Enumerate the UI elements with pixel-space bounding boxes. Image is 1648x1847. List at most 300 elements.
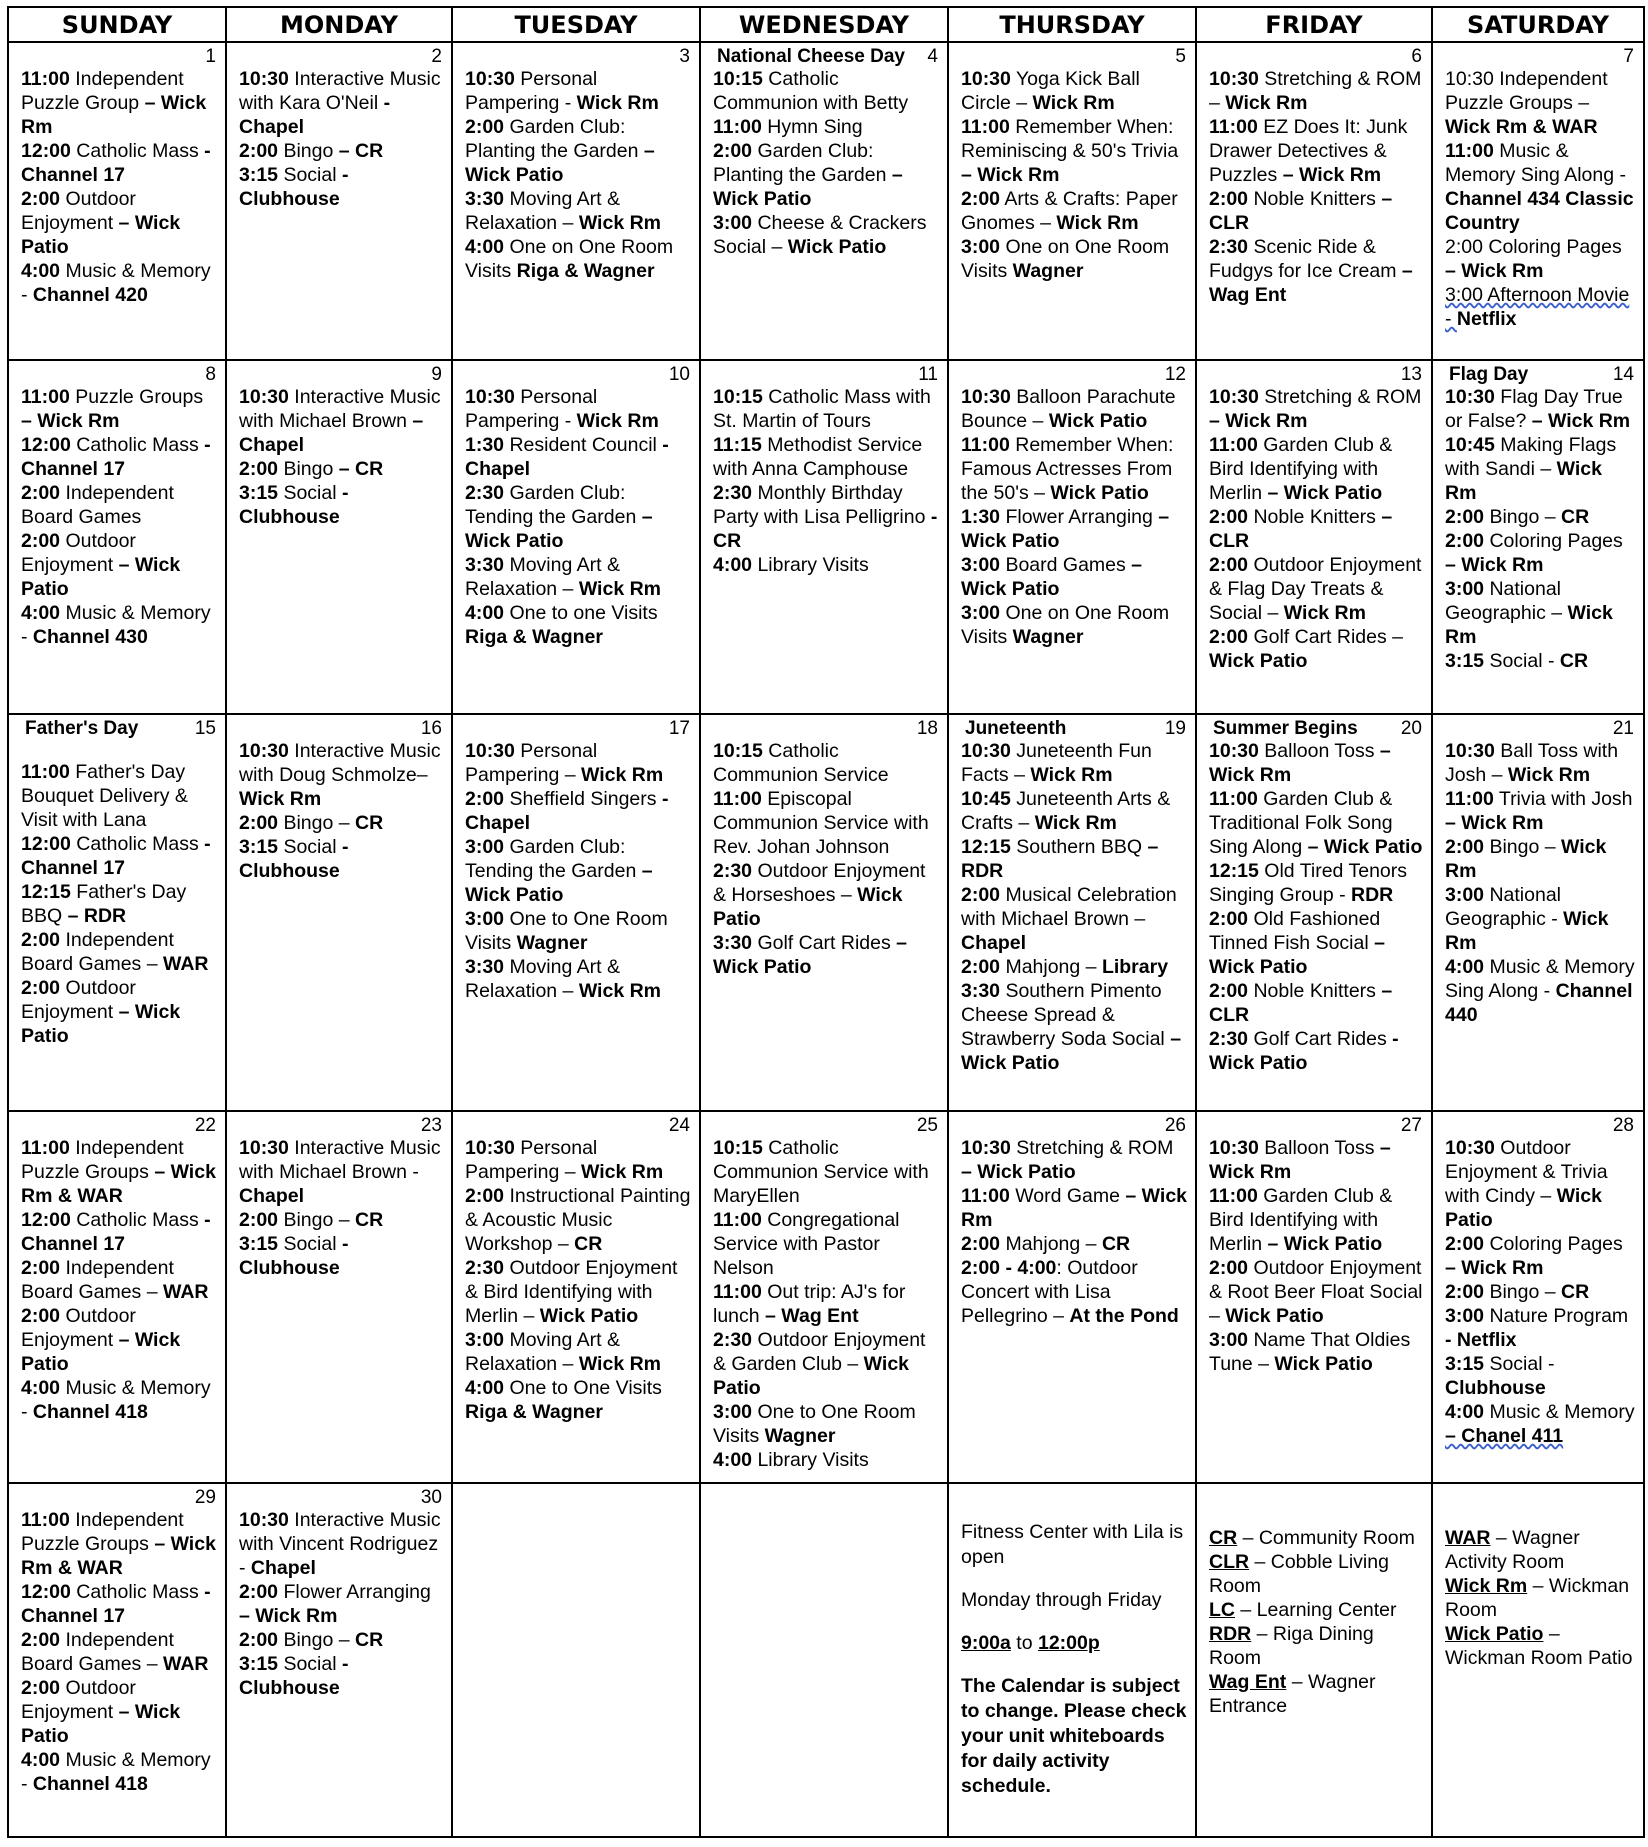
- activity-location: - CR: [713, 506, 938, 553]
- activity-time: 4:00: [713, 554, 753, 577]
- day-number: 18: [916, 717, 938, 739]
- activity-location: – CLR: [1209, 188, 1393, 234]
- activity-title: Catholic Mass: [70, 1580, 199, 1603]
- day-cell: [1196, 1111, 1432, 1482]
- activity-time: 4:00: [465, 236, 505, 258]
- day-cell-header: [21, 46, 218, 67]
- activity-time: 2:00: [21, 1676, 61, 1699]
- activity-entry: [961, 235, 1188, 283]
- activity-title: Trivia with Josh: [1493, 787, 1633, 810]
- legend-entry: [1209, 1670, 1424, 1718]
- activity-title: : Outdoor Concert with Lisa Pellegrino –: [961, 1257, 1138, 1328]
- activity-time: 2:30: [713, 1329, 753, 1352]
- activity-location: Wick Patio: [1048, 410, 1148, 433]
- holiday-label: Juneteenth: [965, 717, 1067, 739]
- activity-time: 10:30: [961, 1137, 1011, 1160]
- activity-entry: [239, 1208, 444, 1232]
- day-cell: [8, 1483, 226, 1837]
- activity-entry: [465, 1376, 692, 1424]
- activity-entry: [713, 67, 940, 115]
- activity-time: 10:30: [1209, 1137, 1259, 1160]
- activity-title: Board Games: [1000, 554, 1132, 577]
- activity-entry: [713, 1208, 940, 1280]
- activity-title: Interactive Music with Michael Brown -: [239, 1137, 441, 1184]
- activity-time: 3:15: [239, 1652, 279, 1675]
- activity-time: 10:15: [713, 68, 763, 90]
- activity-entry: [21, 1208, 218, 1256]
- activity-entry: [239, 739, 444, 811]
- day-cell: [452, 1111, 700, 1482]
- activity-time: 10:30: [465, 1137, 515, 1160]
- activity-entry: [239, 67, 444, 139]
- activity-title: Outdoor Enjoyment: [21, 976, 136, 1023]
- activity-location: – Wick Rm: [239, 1604, 338, 1627]
- activity-location: – Wick Rm: [1445, 1257, 1544, 1280]
- activity-entry: [21, 1508, 218, 1580]
- day-number: 7: [1623, 46, 1634, 67]
- activity-title: Music & Memory: [1484, 1401, 1635, 1424]
- activity-time: 2:30: [1209, 1027, 1249, 1050]
- activity-time: 1:30: [961, 506, 1001, 529]
- activity-location: Channel 434 Classic Country: [1445, 188, 1634, 234]
- activity-time: 3:00: [465, 835, 505, 858]
- activity-location: – Wick Patio: [465, 140, 655, 186]
- activity-location: Wick Patio: [539, 1305, 639, 1328]
- activity-entry: [961, 979, 1188, 1075]
- activity-title: Southern Pimento Cheese Spread & Strawberry Soda Social: [961, 979, 1171, 1050]
- activity-location: Wick Rm: [1445, 835, 1607, 882]
- day-number: 2: [431, 46, 442, 67]
- activity-time: 11:00: [961, 116, 1010, 138]
- activity-title: Social: [278, 835, 342, 858]
- weekday-saturday: SATURDAY: [1432, 7, 1644, 42]
- activity-location: Wick Rm: [578, 578, 662, 601]
- activity-time: 2:00: [21, 928, 61, 951]
- day-cell: [226, 714, 452, 1111]
- day-number: 22: [194, 1115, 216, 1137]
- activity-entry: [1445, 67, 1636, 139]
- legend-description: – Cobble Living Room: [1209, 1550, 1389, 1597]
- activity-time: 2:00: [1209, 506, 1249, 529]
- day-cell: [1432, 714, 1644, 1111]
- activity-location: – Wick Rm & WAR: [21, 1532, 216, 1579]
- activity-location: Wick Rm: [1032, 92, 1115, 114]
- activity-entry: [21, 433, 218, 481]
- activity-time: 12:00: [21, 1209, 71, 1232]
- activity-time: 3:00: [713, 1401, 753, 1424]
- activity-time: 3:00: [465, 907, 505, 930]
- activity-location: - Channel 17: [21, 1580, 211, 1627]
- activity-entry: [1445, 1232, 1636, 1280]
- activity-title: Moving Art & Relaxation –: [465, 188, 620, 234]
- day-cell: [226, 1111, 452, 1482]
- day-cell-header: [961, 718, 1188, 739]
- activity-entry: [239, 1580, 444, 1628]
- day-cell-header: [1209, 46, 1424, 67]
- activity-title: Interactive Music with Michael Brown: [239, 386, 441, 433]
- activity-time: 2:00: [961, 188, 1001, 210]
- calendar-notice: The Calendar is subject to change. Please check your unit whiteboards for daily activity schedule.: [961, 1674, 1187, 1797]
- day-cell-header: [713, 46, 940, 67]
- legend-abbreviation: LC: [1209, 1598, 1235, 1621]
- activity-location: – Wick Patio: [1267, 1233, 1383, 1256]
- activity-title: Garden Club & Traditional Folk Song Sing Along: [1209, 787, 1393, 858]
- activity-time: 11:00: [1209, 1185, 1258, 1208]
- activity-location: – CLR: [1209, 506, 1393, 553]
- activity-time: 3:30: [961, 979, 1001, 1002]
- weekday-thursday: THURSDAY: [948, 7, 1196, 42]
- activity-entry: [1445, 1136, 1636, 1232]
- day-cell: [452, 42, 700, 360]
- activity-entry: [465, 1328, 692, 1376]
- day-number: 1: [205, 46, 216, 67]
- activity-entry: [961, 67, 1188, 115]
- activity-entry: [465, 235, 692, 283]
- activity-entry: [1445, 1400, 1636, 1448]
- activity-entry: [465, 955, 692, 1003]
- activity-title: Independent Puzzle Groups: [21, 1508, 184, 1555]
- activity-title: Moving Art & Relaxation –: [465, 554, 620, 601]
- day-number: 27: [1400, 1115, 1422, 1137]
- activity-location: - Channel 17: [21, 434, 211, 481]
- fitness-hours: [961, 1631, 1188, 1656]
- hours-start: 9:00a: [961, 1631, 1011, 1654]
- location-legend: [1209, 1526, 1424, 1718]
- legend-entry: [1209, 1622, 1424, 1670]
- activity-entry: [1209, 787, 1424, 859]
- activity-entry: [239, 1652, 444, 1700]
- activity-location: – Wick Patio: [1209, 931, 1385, 978]
- activity-title: Social: [278, 164, 342, 186]
- activity-title: Personal Pampering –: [465, 1137, 598, 1184]
- activity-entry: [713, 385, 940, 433]
- activity-entry: [465, 835, 692, 907]
- activity-location: Library: [1101, 955, 1169, 978]
- activity-title: Golf Cart Rides –: [1248, 626, 1404, 649]
- activity-time: 3:15: [239, 482, 279, 505]
- week-row: [8, 42, 1644, 360]
- activity-entry: [713, 787, 940, 859]
- day-cell: [226, 360, 452, 713]
- activity-time: 11:00: [961, 434, 1010, 457]
- activity-title: Personal Pampering -: [465, 386, 598, 433]
- activity-title: Independent Board Games: [21, 482, 174, 529]
- activity-entry: [1445, 139, 1636, 235]
- activity-location: Wick Rm: [1034, 811, 1117, 834]
- activity-title: Moving Art & Relaxation –: [465, 955, 620, 1002]
- activity-location: Wick Rm: [1445, 458, 1602, 505]
- activity-title: Bingo –: [1484, 835, 1562, 858]
- activity-title: One to One Room Visits: [713, 1401, 916, 1448]
- legend-abbreviation: Wick Rm: [1445, 1574, 1528, 1597]
- activity-entry: [239, 1136, 444, 1208]
- activity-location: – Wick Patio: [21, 212, 181, 258]
- day-cell: [8, 42, 226, 360]
- activity-location: Clubhouse: [1445, 1377, 1546, 1400]
- location-legend: [1445, 1526, 1636, 1670]
- activity-time: 11:00: [713, 1281, 762, 1304]
- activity-entry: [21, 1676, 218, 1748]
- activity-entry: [1209, 235, 1424, 307]
- activity-title: Sheffield Singers: [504, 787, 662, 810]
- activity-entry: [961, 601, 1188, 649]
- day-cell-header: [465, 1115, 692, 1136]
- activity-entry: [1445, 739, 1636, 787]
- holiday-label: Summer Begins: [1213, 717, 1358, 739]
- activity-time: 2:00: [239, 1580, 279, 1603]
- activity-title: Outdoor Enjoyment & Flag Day Treats & Social –: [1209, 554, 1422, 625]
- activity-entry: [21, 760, 218, 832]
- day-cell: [226, 42, 452, 360]
- activity-location: - Clubhouse: [239, 1233, 349, 1280]
- activity-time: 4:00: [21, 1377, 61, 1400]
- day-number: 25: [916, 1115, 938, 1137]
- activity-title: 10:30 Independent Puzzle Groups –: [1445, 68, 1608, 114]
- activity-time: 4:00: [21, 602, 61, 625]
- activity-entry: [1209, 979, 1424, 1027]
- day-number: 28: [1612, 1115, 1634, 1137]
- activity-location: - Channel 17: [21, 140, 211, 186]
- activity-location: – Wick Patio: [1267, 482, 1383, 505]
- activity-location: Channel 440: [1445, 979, 1633, 1026]
- activity-location: Wick Rm: [1445, 907, 1609, 954]
- activity-title: Moving Art & Relaxation –: [465, 1329, 620, 1376]
- activity-time: 3:00: [1445, 883, 1485, 906]
- day-cell: [700, 1111, 948, 1482]
- activity-location: – Wick Rm: [1445, 260, 1544, 282]
- day-cell: [1196, 714, 1432, 1111]
- activity-title: Garden Club: Tending the Garden: [465, 482, 642, 529]
- activity-time: 11:00: [21, 1137, 70, 1160]
- activity-title: Ball Toss with Josh –: [1445, 739, 1619, 786]
- activity-entry: [21, 529, 218, 601]
- activity-location: – Wick Rm: [1282, 164, 1382, 186]
- activity-entry: [1209, 1256, 1424, 1328]
- activity-title: Scenic Ride & Fudgys for Ice Cream: [1209, 236, 1402, 282]
- activity-location: Riga & Wagner: [516, 260, 655, 282]
- activity-location: Wick Patio: [1225, 1305, 1324, 1328]
- activity-time: 10:30: [239, 739, 289, 762]
- activity-time: 2:00: [21, 1628, 61, 1651]
- day-cell: [1432, 1111, 1644, 1482]
- activity-location: - Chapel: [465, 787, 669, 834]
- day-number: 4: [927, 46, 938, 67]
- activity-title: Music & Memory Sing Along -: [1445, 140, 1626, 186]
- activity-time: 10:30: [1445, 386, 1495, 409]
- activity-time: 12:15: [21, 880, 71, 903]
- day-cell-header: [1209, 718, 1424, 739]
- activity-entry: [21, 1580, 218, 1628]
- activity-title: Garden Club: Planting the Garden: [465, 116, 644, 162]
- activity-location: - Channel 17: [21, 832, 211, 879]
- weekday-monday: MONDAY: [226, 7, 452, 42]
- activity-title: Old Tired Tenors Singing Group -: [1209, 859, 1408, 906]
- activity-title: Making Flags with Sandi –: [1445, 434, 1617, 481]
- activity-entry: [465, 907, 692, 955]
- legend-entry: [1445, 1526, 1636, 1574]
- activity-location: - Wick Patio: [1209, 1027, 1399, 1074]
- activity-entry: [1445, 787, 1636, 835]
- activity-title: Social -: [1484, 1353, 1555, 1376]
- activity-title: Independent Board Games –: [21, 1628, 174, 1675]
- activity-title: Music & Memory -: [21, 260, 211, 306]
- activity-time: 2:00: [1445, 1281, 1485, 1304]
- activity-entry: [713, 1400, 940, 1448]
- activity-entry: [961, 385, 1188, 433]
- activity-location: CR: [1561, 1281, 1590, 1304]
- activity-entry: [1209, 433, 1424, 505]
- activity-time: 10:45: [961, 787, 1011, 810]
- day-cell-header: [713, 364, 940, 385]
- activity-title: Golf Cart Rides: [752, 931, 897, 954]
- activity-time: 3:00: [465, 1329, 505, 1352]
- activity-time: 4:00: [21, 260, 61, 282]
- activity-title: One to one Visits: [504, 602, 658, 625]
- day-cell-header: [1209, 1115, 1424, 1136]
- activity-time: 10:30: [961, 739, 1011, 762]
- activity-entry: [713, 739, 940, 787]
- activity-entry: [961, 1184, 1188, 1232]
- activity-location: Wick Rm: [1030, 763, 1113, 786]
- activity-entry: [1209, 907, 1424, 979]
- legend-entry: [1209, 1526, 1424, 1550]
- activity-entry: [21, 928, 218, 976]
- activity-title: Stretching & ROM: [1258, 386, 1422, 409]
- activity-entry: [1445, 1304, 1636, 1352]
- activity-location: – Wick Patio: [21, 1700, 181, 1747]
- activity-time: 4:00: [21, 1748, 61, 1771]
- activity-time: 11:00: [21, 68, 70, 90]
- day-number: 6: [1411, 46, 1422, 67]
- activity-title: Bingo –: [278, 1628, 356, 1651]
- activity-title: Catholic Mass: [70, 1209, 199, 1232]
- activity-entry: [465, 385, 692, 433]
- activity-entry: [465, 1136, 692, 1184]
- activity-time: 3:00: [1209, 1329, 1249, 1352]
- activity-title: Personal Pampering -: [465, 68, 598, 114]
- activity-time: 2:00: [961, 955, 1001, 978]
- activity-location: – CLR: [1209, 979, 1393, 1026]
- activity-location: – Wick Patio: [465, 506, 653, 553]
- activity-location: Wagner: [1012, 260, 1084, 282]
- day-cell-header: [465, 718, 692, 739]
- activity-entry: [1445, 235, 1636, 283]
- activity-entry: [21, 832, 218, 880]
- activity-title: Nature Program: [1484, 1305, 1629, 1328]
- activity-title: Social -: [1484, 650, 1560, 673]
- activity-entry: [21, 187, 218, 259]
- day-cell: [948, 1111, 1196, 1482]
- activity-time: 11:15: [713, 434, 762, 457]
- activity-title: Coloring Pages: [1484, 1233, 1623, 1256]
- activity-title: Catholic Mass: [70, 140, 199, 162]
- activity-time: 2:00: [239, 1209, 279, 1232]
- activity-entry: [21, 385, 218, 433]
- activity-time: 3:30: [713, 931, 753, 954]
- activity-time: 10:15: [713, 739, 763, 762]
- activity-title: Music & Memory -: [21, 1377, 211, 1424]
- activity-title: Interactive Music with Kara O'Neil: [239, 68, 441, 114]
- activity-title: Catholic Mass: [70, 832, 199, 855]
- activity-time: 2:00: [239, 811, 279, 834]
- activity-entry: [465, 553, 692, 601]
- activity-time: 2:00: [239, 1628, 279, 1651]
- hours-end: 12:00p: [1037, 1631, 1100, 1654]
- day-cell-header: [21, 1115, 218, 1136]
- day-cell: [8, 360, 226, 713]
- activity-location: WAR: [162, 1281, 209, 1304]
- activity-location: – Wick Patio: [961, 554, 1143, 601]
- activity-location: – CR: [338, 140, 384, 162]
- activity-time: 2:00: [239, 140, 279, 162]
- activity-entry: [961, 553, 1188, 601]
- hours-to: to: [1010, 1631, 1038, 1654]
- activity-title: Independent Board Games –: [21, 928, 174, 975]
- activity-title: Name That Oldies Tune –: [1209, 1329, 1411, 1376]
- activity-time: 2:00: [1445, 506, 1485, 529]
- activity-location: Chapel: [239, 1185, 305, 1208]
- day-number: 26: [1164, 1115, 1186, 1137]
- activity-location: CR: [574, 1233, 603, 1256]
- week-row: [8, 1111, 1644, 1482]
- activity-entry: [713, 139, 940, 211]
- legend-entry: [1445, 1622, 1636, 1670]
- activity-entry: [21, 139, 218, 187]
- activity-time: 10:30: [1445, 739, 1495, 762]
- legend-entry: [1209, 1598, 1424, 1622]
- activity-entry: [961, 187, 1188, 235]
- activity-title: One to One Visits: [504, 1377, 662, 1400]
- activity-location: – Wick Rm: [1531, 410, 1631, 433]
- activity-entry: [1209, 115, 1424, 187]
- activity-entry: [961, 835, 1188, 883]
- day-cell-header: [465, 46, 692, 67]
- activity-location: Wick Rm: [576, 92, 659, 114]
- activity-entry: [713, 1448, 940, 1472]
- activity-location: Wick Rm: [580, 763, 664, 786]
- activity-time: 2:00: [21, 976, 61, 999]
- activity-entry: [961, 1256, 1188, 1328]
- activity-time: 10:30: [961, 386, 1011, 409]
- activity-entry: [465, 1256, 692, 1328]
- activity-time: 4:00: [465, 602, 505, 625]
- activity-entry: [1209, 625, 1424, 673]
- legend-abbreviation: WAR: [1445, 1526, 1491, 1549]
- day-number: 21: [1612, 717, 1634, 739]
- activity-location: – Chanel 411: [1445, 1425, 1564, 1448]
- activity-title: Noble Knitters: [1248, 979, 1382, 1002]
- day-number: 29: [194, 1486, 216, 1508]
- activity-entry: [713, 211, 940, 259]
- activity-title: Coloring Pages: [1484, 530, 1623, 553]
- day-cell-header: [21, 1487, 218, 1508]
- week-row: [8, 360, 1644, 713]
- activity-location: – Wick Rm: [1209, 739, 1391, 786]
- legend-entry: [1445, 1574, 1636, 1622]
- day-cell: [1432, 360, 1644, 713]
- activity-title: Congregational Service with Pastor Nelson: [713, 1209, 900, 1280]
- activity-entry: [465, 601, 692, 649]
- activity-location: CR: [355, 811, 384, 834]
- activity-entry: [1209, 67, 1424, 115]
- activity-time: 2:30: [713, 482, 753, 505]
- activity-title: National Geographic –: [1445, 578, 1568, 625]
- activity-location: - Clubhouse: [239, 164, 349, 210]
- day-cell-header: [239, 46, 444, 67]
- activity-title: Independent Puzzle Group: [21, 68, 184, 114]
- activity-title: Hymn Sing: [761, 116, 863, 138]
- day-cell-header: [961, 364, 1188, 385]
